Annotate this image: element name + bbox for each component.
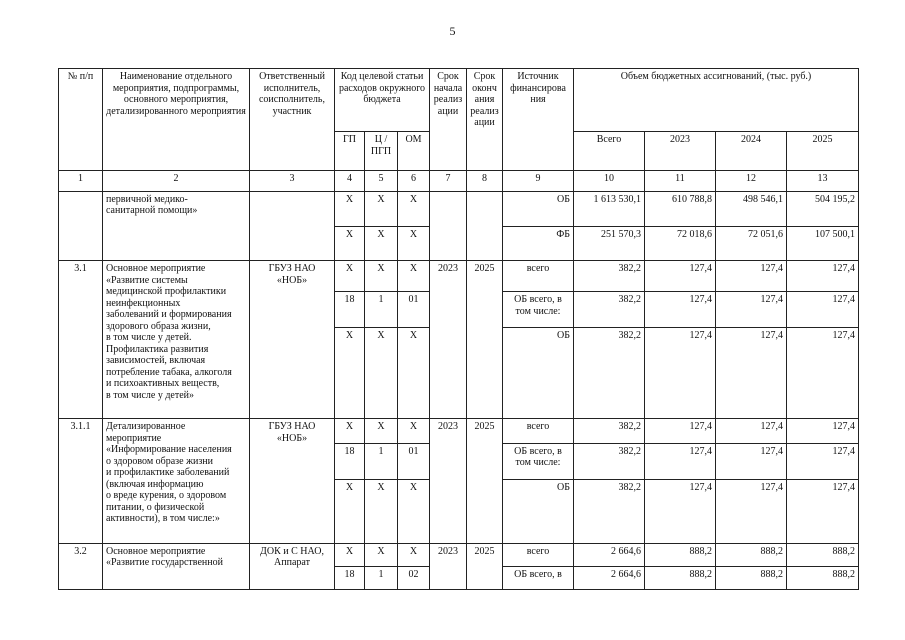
cell-om: 02 — [398, 567, 430, 590]
cell-end: 2025 — [467, 261, 503, 419]
cell-om: Х — [398, 226, 430, 261]
table-row — [59, 261, 859, 292]
header-2023: 2023 — [645, 132, 716, 171]
row-responsible — [250, 191, 335, 261]
cell-2024: 127,4 — [716, 419, 787, 444]
cell-om: Х — [398, 419, 430, 444]
cell-om: 01 — [398, 443, 430, 480]
cell-c: 1 — [365, 443, 398, 480]
column-number: 10 — [574, 171, 645, 191]
row-num: 3.1.1 — [59, 419, 103, 544]
cell-start — [430, 191, 467, 261]
cell-2023: 127,4 — [645, 480, 716, 543]
cell-total: 1 613 530,1 — [574, 191, 645, 226]
cell-gp: 18 — [335, 443, 365, 480]
header-2024: 2024 — [716, 132, 787, 171]
cell-source: всего — [503, 543, 574, 567]
cell-2024: 127,4 — [716, 443, 787, 480]
cell-source: ОБ всего, в том числе: — [503, 443, 574, 480]
cell-c: Х — [365, 543, 398, 567]
cell-2025: 127,4 — [787, 480, 859, 543]
column-number: 1 — [59, 171, 103, 191]
row-num — [59, 191, 103, 261]
cell-total: 382,2 — [574, 443, 645, 480]
header-name: Наименование отдельного мероприятия, подпрограммы, основного мероприятия, детализированного мероприятия — [103, 69, 250, 171]
row-responsible: ДОК и С НАО, Аппарат — [250, 543, 335, 589]
row-num: 3.1 — [59, 261, 103, 419]
cell-total: 251 570,3 — [574, 226, 645, 261]
row-responsible: ГБУЗ НАО «НОБ» — [250, 261, 335, 419]
cell-om: Х — [398, 327, 430, 418]
row-name: Детализированное мероприятие «Информирование населения о здоровом образе жизни и профилактике заболеваний (включая информацию о вреде курения, о здоровом питании, о физической активности), в том числе:» — [103, 419, 250, 544]
row-name: первичной медико- санитарной помощи» — [103, 191, 250, 261]
cell-2025: 127,4 — [787, 261, 859, 292]
cell-start: 2023 — [430, 419, 467, 544]
column-number: 5 — [365, 171, 398, 191]
cell-c: Х — [365, 480, 398, 543]
cell-end — [467, 191, 503, 261]
budget-table — [58, 68, 859, 590]
cell-total: 382,2 — [574, 292, 645, 328]
cell-source: ОБ — [503, 480, 574, 543]
column-number: 9 — [503, 171, 574, 191]
cell-total: 382,2 — [574, 261, 645, 292]
row-name: Основное мероприятие «Развитие системы медицинской профилактики неинфекционных заболеваний и формирования здорового образа жизни, в том числе у детей. Профилактика развития зависимостей, включая потребление табака, алкоголя и психоактивных веществ, в том числе у детей» — [103, 261, 250, 419]
cell-2025: 127,4 — [787, 419, 859, 444]
cell-2025: 888,2 — [787, 543, 859, 567]
cell-2024: 72 051,6 — [716, 226, 787, 261]
row-responsible: ГБУЗ НАО «НОБ» — [250, 419, 335, 544]
cell-gp: Х — [335, 226, 365, 261]
cell-c: 1 — [365, 567, 398, 590]
cell-start: 2023 — [430, 261, 467, 419]
cell-om: 01 — [398, 292, 430, 328]
table-row — [59, 191, 859, 226]
cell-total: 382,2 — [574, 419, 645, 444]
column-number: 12 — [716, 171, 787, 191]
cell-end: 2025 — [467, 419, 503, 544]
header-budget-group: Объем бюджетных ассигнований, (тыс. руб.) — [574, 69, 859, 132]
cell-end: 2025 — [467, 543, 503, 589]
table-row — [59, 419, 859, 444]
cell-source: ОБ — [503, 191, 574, 226]
header-responsible: Ответственный исполнитель, соисполнитель, участник — [250, 69, 335, 171]
cell-2023: 127,4 — [645, 443, 716, 480]
column-number: 6 — [398, 171, 430, 191]
cell-om: Х — [398, 543, 430, 567]
cell-total: 382,2 — [574, 327, 645, 418]
cell-c: 1 — [365, 292, 398, 328]
cell-2024: 127,4 — [716, 480, 787, 543]
cell-2024: 888,2 — [716, 567, 787, 590]
cell-2025: 127,4 — [787, 327, 859, 418]
cell-2023: 127,4 — [645, 292, 716, 328]
cell-total: 382,2 — [574, 480, 645, 543]
cell-source: всего — [503, 419, 574, 444]
cell-gp: Х — [335, 480, 365, 543]
cell-2025: 127,4 — [787, 443, 859, 480]
cell-2025: 127,4 — [787, 292, 859, 328]
cell-start: 2023 — [430, 543, 467, 589]
column-number: 7 — [430, 171, 467, 191]
column-number: 4 — [335, 171, 365, 191]
header-c-pgp: Ц / ПГП — [365, 132, 398, 171]
cell-source: ОБ — [503, 327, 574, 418]
header-2025: 2025 — [787, 132, 859, 171]
cell-2023: 888,2 — [645, 543, 716, 567]
header-row — [59, 69, 859, 132]
cell-gp: 18 — [335, 292, 365, 328]
cell-source: ОБ всего, в — [503, 567, 574, 590]
row-name: Основное мероприятие «Развитие государственной — [103, 543, 250, 589]
column-number: 2 — [103, 171, 250, 191]
cell-c: Х — [365, 191, 398, 226]
cell-gp: Х — [335, 327, 365, 418]
cell-gp: Х — [335, 261, 365, 292]
cell-c: Х — [365, 261, 398, 292]
row-num: 3.2 — [59, 543, 103, 589]
column-number: 11 — [645, 171, 716, 191]
cell-2025: 504 195,2 — [787, 191, 859, 226]
cell-2024: 127,4 — [716, 292, 787, 328]
cell-om: Х — [398, 480, 430, 543]
cell-om: Х — [398, 191, 430, 226]
header-start: Срок начала реализ ации — [430, 69, 467, 171]
header-code-group: Код целевой статьи расходов окружного бюджета — [335, 69, 430, 132]
table-row — [59, 543, 859, 567]
cell-total: 2 664,6 — [574, 543, 645, 567]
header-num: № п/п — [59, 69, 103, 171]
cell-c: Х — [365, 327, 398, 418]
cell-2025: 888,2 — [787, 567, 859, 590]
cell-gp: Х — [335, 419, 365, 444]
cell-source: ОБ всего, в том числе: — [503, 292, 574, 328]
cell-c: Х — [365, 419, 398, 444]
cell-2024: 127,4 — [716, 261, 787, 292]
cell-2025: 107 500,1 — [787, 226, 859, 261]
cell-2024: 498 546,1 — [716, 191, 787, 226]
column-number-row — [59, 171, 859, 191]
column-number: 13 — [787, 171, 859, 191]
column-number: 3 — [250, 171, 335, 191]
cell-c: Х — [365, 226, 398, 261]
cell-gp: 18 — [335, 567, 365, 590]
header-source: Источник финансирова ния — [503, 69, 574, 171]
cell-2023: 127,4 — [645, 327, 716, 418]
cell-2023: 888,2 — [645, 567, 716, 590]
cell-source: всего — [503, 261, 574, 292]
column-number: 8 — [467, 171, 503, 191]
cell-2024: 888,2 — [716, 543, 787, 567]
cell-om: Х — [398, 261, 430, 292]
cell-gp: Х — [335, 191, 365, 226]
cell-2023: 610 788,8 — [645, 191, 716, 226]
page-number: 5 — [449, 24, 456, 38]
header-end: Срок оконч ания реализ ации — [467, 69, 503, 171]
cell-source: ФБ — [503, 226, 574, 261]
cell-gp: Х — [335, 543, 365, 567]
header-om: ОМ — [398, 132, 430, 171]
cell-total: 2 664,6 — [574, 567, 645, 590]
cell-2023: 127,4 — [645, 261, 716, 292]
cell-2023: 72 018,6 — [645, 226, 716, 261]
header-gp: ГП — [335, 132, 365, 171]
cell-2024: 127,4 — [716, 327, 787, 418]
header-total: Всего — [574, 132, 645, 171]
cell-2023: 127,4 — [645, 419, 716, 444]
